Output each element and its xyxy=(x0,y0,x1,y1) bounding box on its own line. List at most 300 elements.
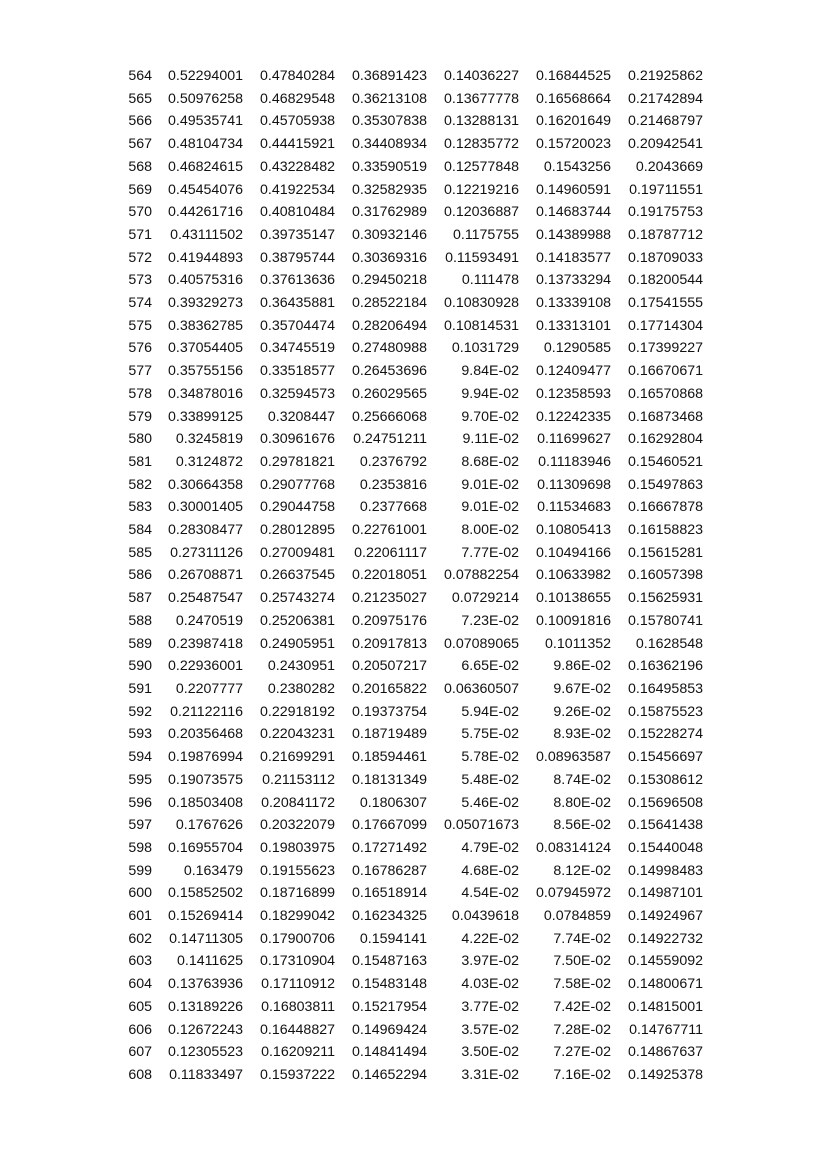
value-cell-col-5: 0.13339108 xyxy=(536,295,611,312)
table-row xyxy=(119,406,703,429)
table-row xyxy=(119,474,703,497)
table-row xyxy=(119,610,703,633)
value-cell-col-1: 0.1767626 xyxy=(175,817,243,834)
value-cell-col-4: 0.0729214 xyxy=(451,590,519,607)
value-cell-col-3: 0.32582935 xyxy=(352,181,427,198)
value-cell-col-4: 0.10814531 xyxy=(444,317,519,334)
table-row xyxy=(119,179,703,202)
value-cell-col-6: 0.21742894 xyxy=(628,90,703,107)
value-cell-col-4: 0.13288131 xyxy=(444,113,519,130)
value-cell-col-1: 0.50976258 xyxy=(168,90,243,107)
value-cell-col-1: 0.23987418 xyxy=(168,635,243,652)
value-cell-col-1: 0.38362785 xyxy=(168,317,243,334)
value-cell-col-5: 0.14960591 xyxy=(536,181,611,198)
value-cell-col-1: 0.25487547 xyxy=(168,590,243,607)
value-cell-col-1: 0.37054405 xyxy=(168,340,243,357)
value-cell-col-2: 0.3208447 xyxy=(267,408,335,425)
value-cell-col-5: 0.16568664 xyxy=(536,90,611,107)
row-index-cell: 593 xyxy=(128,726,152,743)
value-cell-col-2: 0.18299042 xyxy=(260,908,335,925)
value-cell-col-2: 0.20841172 xyxy=(261,794,335,811)
value-cell-col-6: 0.16670671 xyxy=(628,363,703,380)
table-row xyxy=(119,292,703,315)
value-cell-col-2: 0.16803811 xyxy=(261,998,335,1015)
row-index-cell: 584 xyxy=(128,522,152,539)
value-cell-col-1: 0.20356468 xyxy=(168,726,243,743)
table-row xyxy=(119,973,703,996)
table-row xyxy=(119,860,703,883)
value-cell-col-4: 7.23E-02 xyxy=(461,612,519,629)
value-cell-col-3: 0.16786287 xyxy=(352,862,427,879)
row-index-cell: 578 xyxy=(128,385,152,402)
value-cell-col-3: 0.36891423 xyxy=(352,68,427,84)
row-index-cell: 583 xyxy=(128,499,152,516)
value-cell-col-3: 0.36213108 xyxy=(352,90,427,107)
row-index-cell: 586 xyxy=(128,567,152,584)
value-cell-col-3: 0.35307838 xyxy=(352,113,427,130)
value-cell-col-6: 0.14800671 xyxy=(628,976,703,993)
value-cell-col-6: 0.1628548 xyxy=(635,635,703,652)
value-cell-col-5: 0.11534683 xyxy=(537,499,611,516)
value-cell-col-6: 0.14867637 xyxy=(628,1044,703,1061)
value-cell-col-3: 0.14969424 xyxy=(352,1021,427,1038)
row-index-cell: 573 xyxy=(128,272,152,289)
value-cell-col-2: 0.33518577 xyxy=(260,363,335,380)
value-cell-col-5: 0.11309698 xyxy=(537,476,611,493)
value-cell-col-4: 0.13677778 xyxy=(444,90,519,107)
value-cell-col-1: 0.27311126 xyxy=(170,544,243,561)
value-cell-col-6: 0.14815001 xyxy=(628,998,703,1015)
value-cell-col-6: 0.18787712 xyxy=(628,226,703,243)
value-cell-col-5: 0.11699627 xyxy=(537,431,611,448)
value-cell-col-1: 0.30664358 xyxy=(168,476,243,493)
value-cell-col-2: 0.29044758 xyxy=(260,499,335,516)
value-cell-col-5: 7.58E-02 xyxy=(553,976,611,993)
value-cell-col-5: 0.1543256 xyxy=(543,158,611,175)
value-cell-col-4: 3.77E-02 xyxy=(461,998,519,1015)
value-cell-col-4: 3.31E-02 xyxy=(461,1066,519,1083)
value-cell-col-5: 0.10091816 xyxy=(536,612,611,629)
value-cell-col-5: 8.74E-02 xyxy=(553,771,611,788)
value-cell-col-4: 5.94E-02 xyxy=(461,703,519,720)
table-row xyxy=(119,1064,703,1087)
value-cell-col-1: 0.18503408 xyxy=(168,794,243,811)
value-cell-col-6: 0.15456697 xyxy=(628,749,703,766)
table-row xyxy=(119,928,703,951)
value-cell-col-5: 8.93E-02 xyxy=(553,726,611,743)
table-row xyxy=(119,315,703,338)
value-cell-col-1: 0.34878016 xyxy=(168,385,243,402)
value-cell-col-3: 0.21235027 xyxy=(352,590,427,607)
value-cell-col-4: 0.07089065 xyxy=(444,635,519,652)
value-cell-col-2: 0.19155623 xyxy=(260,862,335,879)
value-cell-col-1: 0.52294001 xyxy=(168,68,243,84)
value-cell-col-4: 4.03E-02 xyxy=(461,976,519,993)
value-cell-col-4: 9.01E-02 xyxy=(461,499,519,516)
value-cell-col-6: 0.14922732 xyxy=(628,930,703,947)
value-cell-col-1: 0.40575316 xyxy=(168,272,243,289)
value-cell-col-3: 0.18719489 xyxy=(352,726,427,743)
table-row xyxy=(119,950,703,973)
value-cell-col-4: 0.111478 xyxy=(461,272,519,289)
value-cell-col-1: 0.26708871 xyxy=(168,567,243,584)
value-cell-col-3: 0.31762989 xyxy=(352,204,427,221)
row-index-cell: 566 xyxy=(128,113,152,130)
value-cell-col-4: 3.57E-02 xyxy=(461,1021,519,1038)
value-cell-col-1: 0.39329273 xyxy=(168,295,243,312)
table-row xyxy=(119,110,703,133)
value-cell-col-3: 0.16234325 xyxy=(352,908,427,925)
row-index-cell: 580 xyxy=(128,431,152,448)
value-cell-col-6: 0.14767711 xyxy=(629,1021,703,1038)
row-index-cell: 607 xyxy=(128,1044,152,1061)
value-cell-col-1: 0.28308477 xyxy=(168,522,243,539)
value-cell-col-6: 0.15696508 xyxy=(628,794,703,811)
table-row xyxy=(119,224,703,247)
value-cell-col-5: 0.15720023 xyxy=(536,136,611,153)
table-row xyxy=(119,792,703,815)
value-cell-col-2: 0.17110912 xyxy=(261,976,335,993)
table-row xyxy=(119,655,703,678)
value-cell-col-5: 0.10633982 xyxy=(536,567,611,584)
value-cell-col-4: 6.65E-02 xyxy=(461,658,519,675)
value-cell-col-4: 4.68E-02 xyxy=(461,862,519,879)
value-cell-col-1: 0.12305523 xyxy=(168,1044,243,1061)
value-cell-col-5: 0.12358593 xyxy=(536,385,611,402)
value-cell-col-3: 0.17667099 xyxy=(352,817,427,834)
value-cell-col-5: 0.14183577 xyxy=(536,249,611,266)
value-cell-col-4: 0.1175755 xyxy=(452,226,519,243)
row-index-cell: 585 xyxy=(128,544,152,561)
value-cell-col-1: 0.2207777 xyxy=(175,680,243,697)
row-index-cell: 570 xyxy=(128,204,152,221)
table-row xyxy=(119,564,703,587)
value-cell-col-5: 0.13313101 xyxy=(536,317,611,334)
value-cell-col-3: 0.34408934 xyxy=(352,136,427,153)
value-cell-col-6: 0.16873468 xyxy=(628,408,703,425)
row-index-cell: 581 xyxy=(128,453,152,470)
value-cell-col-3: 0.17271492 xyxy=(352,839,427,856)
row-index-cell: 599 xyxy=(128,862,152,879)
value-cell-col-1: 0.19876994 xyxy=(168,749,243,766)
value-cell-col-2: 0.37613636 xyxy=(260,272,335,289)
value-cell-col-2: 0.30961676 xyxy=(260,431,335,448)
value-cell-col-6: 0.15460521 xyxy=(628,453,703,470)
value-cell-col-6: 0.16570868 xyxy=(628,385,703,402)
value-cell-col-3: 0.24751211 xyxy=(353,431,427,448)
row-index-cell: 576 xyxy=(128,340,152,357)
row-index-cell: 608 xyxy=(128,1066,152,1083)
value-cell-col-4: 0.0439618 xyxy=(451,908,519,925)
table-row xyxy=(119,1041,703,1064)
value-cell-col-1: 0.3245819 xyxy=(175,431,243,448)
row-index-cell: 589 xyxy=(128,635,152,652)
table-row xyxy=(119,723,703,746)
value-cell-col-1: 0.3124872 xyxy=(175,453,243,470)
value-cell-col-3: 0.1806307 xyxy=(359,794,427,811)
row-index-cell: 591 xyxy=(128,680,152,697)
row-index-cell: 606 xyxy=(128,1021,152,1038)
table-row xyxy=(119,905,703,928)
value-cell-col-4: 0.14036227 xyxy=(444,68,519,84)
value-cell-col-6: 0.15625931 xyxy=(628,590,703,607)
value-cell-col-3: 0.15487163 xyxy=(352,953,427,970)
value-cell-col-3: 0.20507217 xyxy=(352,658,427,675)
value-cell-col-2: 0.24905951 xyxy=(260,635,335,652)
value-cell-col-5: 0.10138655 xyxy=(536,590,611,607)
value-cell-col-4: 0.12577848 xyxy=(444,158,519,175)
value-cell-col-5: 7.50E-02 xyxy=(553,953,611,970)
value-cell-col-3: 0.25666068 xyxy=(352,408,427,425)
row-index-cell: 602 xyxy=(128,930,152,947)
value-cell-col-6: 0.19711551 xyxy=(629,181,703,198)
value-cell-col-1: 0.13189226 xyxy=(168,998,243,1015)
row-index-cell: 604 xyxy=(128,976,152,993)
value-cell-col-5: 7.74E-02 xyxy=(553,930,611,947)
value-cell-col-6: 0.14925378 xyxy=(628,1066,703,1083)
value-cell-col-2: 0.45705938 xyxy=(260,113,335,130)
value-cell-col-3: 0.2376792 xyxy=(359,453,427,470)
value-cell-col-1: 0.48104734 xyxy=(168,136,243,153)
value-cell-col-5: 0.11183946 xyxy=(538,453,611,470)
value-cell-col-3: 0.14652294 xyxy=(352,1066,427,1083)
value-cell-col-6: 0.15308612 xyxy=(628,771,703,788)
value-cell-col-2: 0.44415921 xyxy=(260,136,335,153)
value-cell-col-2: 0.21153112 xyxy=(262,771,335,788)
value-cell-col-2: 0.18716899 xyxy=(260,885,335,902)
row-index-cell: 588 xyxy=(128,612,152,629)
value-cell-col-1: 0.30001405 xyxy=(168,499,243,516)
value-cell-col-1: 0.14711305 xyxy=(169,930,243,947)
value-cell-col-4: 9.01E-02 xyxy=(461,476,519,493)
value-cell-col-1: 0.49535741 xyxy=(168,113,243,130)
value-cell-col-2: 0.35704474 xyxy=(260,317,335,334)
value-cell-col-4: 7.77E-02 xyxy=(461,544,519,561)
table-row xyxy=(119,156,703,179)
value-cell-col-4: 0.06360507 xyxy=(444,680,519,697)
value-cell-col-2: 0.32594573 xyxy=(260,385,335,402)
value-cell-col-6: 0.15780741 xyxy=(628,612,703,629)
value-cell-col-6: 0.15440048 xyxy=(628,839,703,856)
value-cell-col-4: 4.79E-02 xyxy=(461,839,519,856)
value-cell-col-2: 0.34745519 xyxy=(260,340,335,357)
value-cell-col-6: 0.14987101 xyxy=(628,885,703,902)
table-row xyxy=(119,1019,703,1042)
value-cell-col-2: 0.29781821 xyxy=(260,453,335,470)
value-cell-col-6: 0.2043669 xyxy=(635,158,703,175)
value-cell-col-1: 0.21122116 xyxy=(170,703,243,720)
value-cell-col-2: 0.20322079 xyxy=(260,817,335,834)
value-cell-col-3: 0.22018051 xyxy=(352,567,427,584)
value-cell-col-1: 0.13763936 xyxy=(168,976,243,993)
value-cell-col-2: 0.2430951 xyxy=(267,658,335,675)
value-cell-col-1: 0.15852502 xyxy=(168,885,243,902)
row-index-cell: 579 xyxy=(128,408,152,425)
value-cell-col-5: 0.13733294 xyxy=(536,272,611,289)
row-index-cell: 567 xyxy=(128,136,152,153)
value-cell-col-5: 9.67E-02 xyxy=(553,680,611,697)
value-cell-col-6: 0.15641438 xyxy=(628,817,703,834)
table-row xyxy=(119,133,703,156)
value-cell-col-3: 0.28522184 xyxy=(352,295,427,312)
value-cell-col-4: 0.12835772 xyxy=(444,136,519,153)
value-cell-col-6: 0.15615281 xyxy=(628,544,703,561)
value-cell-col-5: 0.14389988 xyxy=(536,226,611,243)
table-row xyxy=(119,587,703,610)
value-cell-col-5: 0.14683744 xyxy=(536,204,611,221)
value-cell-col-2: 0.27009481 xyxy=(260,544,335,561)
value-cell-col-5: 8.80E-02 xyxy=(553,794,611,811)
table-body xyxy=(119,65,703,1087)
value-cell-col-5: 0.16844525 xyxy=(536,68,611,84)
value-cell-col-2: 0.43228482 xyxy=(260,158,335,175)
value-cell-col-4: 3.50E-02 xyxy=(461,1044,519,1061)
value-cell-col-2: 0.21699291 xyxy=(260,749,335,766)
value-cell-col-2: 0.22043231 xyxy=(260,726,335,743)
value-cell-col-3: 0.33590519 xyxy=(352,158,427,175)
value-cell-col-1: 0.19073575 xyxy=(168,771,243,788)
value-cell-col-6: 0.16667878 xyxy=(628,499,703,516)
row-index-cell: 590 xyxy=(128,658,152,675)
table-row xyxy=(119,383,703,406)
value-cell-col-3: 0.2353816 xyxy=(359,476,427,493)
value-cell-col-4: 8.00E-02 xyxy=(461,522,519,539)
value-cell-col-2: 0.25743274 xyxy=(260,590,335,607)
value-cell-col-6: 0.17541555 xyxy=(628,295,703,312)
value-cell-col-6: 0.19175753 xyxy=(628,204,703,221)
value-cell-col-6: 0.17714304 xyxy=(628,317,703,334)
value-cell-col-6: 0.14998483 xyxy=(628,862,703,879)
value-cell-col-5: 0.12409477 xyxy=(536,363,611,380)
value-cell-col-4: 0.05071673 xyxy=(444,817,519,834)
value-cell-col-5: 7.27E-02 xyxy=(553,1044,611,1061)
row-index-cell: 572 xyxy=(128,249,152,266)
value-cell-col-5: 0.08963587 xyxy=(536,749,611,766)
value-cell-col-2: 0.46829548 xyxy=(260,90,335,107)
value-cell-col-5: 0.0784859 xyxy=(543,908,611,925)
value-cell-col-4: 5.46E-02 xyxy=(461,794,519,811)
value-cell-col-2: 0.2380282 xyxy=(267,680,335,697)
value-cell-col-3: 0.18131349 xyxy=(352,771,427,788)
row-index-cell: 594 xyxy=(128,749,152,766)
value-cell-col-6: 0.14559092 xyxy=(628,953,703,970)
value-cell-col-4: 9.11E-02 xyxy=(462,431,519,448)
value-cell-col-3: 0.27480988 xyxy=(352,340,427,357)
table-row xyxy=(119,769,703,792)
table-row xyxy=(119,496,703,519)
table-row xyxy=(119,65,703,88)
table-row xyxy=(119,701,703,724)
table-row xyxy=(119,678,703,701)
value-cell-col-2: 0.36435881 xyxy=(260,295,335,312)
value-cell-col-2: 0.28012895 xyxy=(260,522,335,539)
value-cell-col-1: 0.163479 xyxy=(183,862,243,879)
value-cell-col-6: 0.16057398 xyxy=(628,567,703,584)
value-cell-col-5: 7.42E-02 xyxy=(553,998,611,1015)
value-cell-col-2: 0.16209211 xyxy=(261,1044,335,1061)
value-cell-col-4: 0.07882254 xyxy=(444,567,519,584)
table-row xyxy=(119,360,703,383)
value-cell-col-5: 9.86E-02 xyxy=(553,658,611,675)
row-index-cell: 603 xyxy=(128,953,152,970)
value-cell-col-4: 0.11593491 xyxy=(445,249,519,266)
row-index-cell: 605 xyxy=(128,998,152,1015)
value-cell-col-2: 0.22918192 xyxy=(260,703,335,720)
value-cell-col-2: 0.40810484 xyxy=(260,204,335,221)
row-index-cell: 598 xyxy=(128,839,152,856)
value-cell-col-2: 0.39735147 xyxy=(260,226,335,243)
value-cell-col-4: 0.12036887 xyxy=(444,204,519,221)
row-index-cell: 595 xyxy=(128,771,152,788)
value-cell-col-1: 0.22936001 xyxy=(168,658,243,675)
table-row xyxy=(119,996,703,1019)
value-cell-col-3: 0.30369316 xyxy=(352,249,427,266)
row-index-cell: 575 xyxy=(128,317,152,334)
value-cell-col-1: 0.43111502 xyxy=(170,226,243,243)
row-index-cell: 564 xyxy=(128,68,152,84)
value-cell-col-1: 0.15269414 xyxy=(168,908,243,925)
value-cell-col-1: 0.12672243 xyxy=(168,1021,243,1038)
value-cell-col-1: 0.1411625 xyxy=(176,953,243,970)
value-cell-col-4: 8.68E-02 xyxy=(461,453,519,470)
value-cell-col-3: 0.30932146 xyxy=(352,226,427,243)
value-cell-col-1: 0.11833497 xyxy=(169,1066,243,1083)
row-index-cell: 592 xyxy=(128,703,152,720)
table-row xyxy=(119,201,703,224)
value-cell-col-5: 0.12242335 xyxy=(536,408,611,425)
value-cell-col-3: 0.16518914 xyxy=(352,885,427,902)
value-cell-col-5: 7.28E-02 xyxy=(553,1021,611,1038)
table-row xyxy=(119,428,703,451)
row-index-cell: 587 xyxy=(128,590,152,607)
table-row xyxy=(119,542,703,565)
value-cell-col-2: 0.38795744 xyxy=(260,249,335,266)
value-cell-col-2: 0.16448827 xyxy=(260,1021,335,1038)
value-cell-col-5: 0.1290585 xyxy=(543,340,611,357)
value-cell-col-1: 0.45454076 xyxy=(168,181,243,198)
row-index-cell: 565 xyxy=(128,90,152,107)
row-index-cell: 597 xyxy=(128,817,152,834)
value-cell-col-4: 9.70E-02 xyxy=(461,408,519,425)
value-cell-col-1: 0.16955704 xyxy=(168,839,243,856)
value-cell-col-2: 0.17900706 xyxy=(260,930,335,947)
value-cell-col-6: 0.15228274 xyxy=(628,726,703,743)
row-index-cell: 601 xyxy=(128,908,152,925)
table-row xyxy=(119,837,703,860)
value-cell-col-4: 5.48E-02 xyxy=(461,771,519,788)
value-cell-col-3: 0.28206494 xyxy=(352,317,427,334)
value-cell-col-4: 3.97E-02 xyxy=(461,953,519,970)
value-cell-col-6: 0.21925862 xyxy=(628,68,703,84)
value-cell-col-1: 0.35755156 xyxy=(168,363,243,380)
value-cell-col-1: 0.41944893 xyxy=(168,249,243,266)
table-row xyxy=(119,337,703,360)
value-cell-col-4: 0.12219216 xyxy=(444,181,519,198)
value-cell-col-3: 0.29450218 xyxy=(352,272,427,289)
value-cell-col-3: 0.2377668 xyxy=(359,499,427,516)
value-cell-col-6: 0.20942541 xyxy=(628,136,703,153)
value-cell-col-4: 0.1031729 xyxy=(451,340,519,357)
value-cell-col-3: 0.1594141 xyxy=(359,930,427,947)
value-cell-col-3: 0.26453696 xyxy=(352,363,427,380)
table-row xyxy=(119,247,703,270)
row-index-cell: 568 xyxy=(128,158,152,175)
value-cell-col-5: 0.08314124 xyxy=(536,839,611,856)
value-cell-col-6: 0.14924967 xyxy=(628,908,703,925)
table-row xyxy=(119,814,703,837)
value-cell-col-5: 0.1011352 xyxy=(544,635,611,652)
value-cell-col-6: 0.18200544 xyxy=(628,272,703,289)
